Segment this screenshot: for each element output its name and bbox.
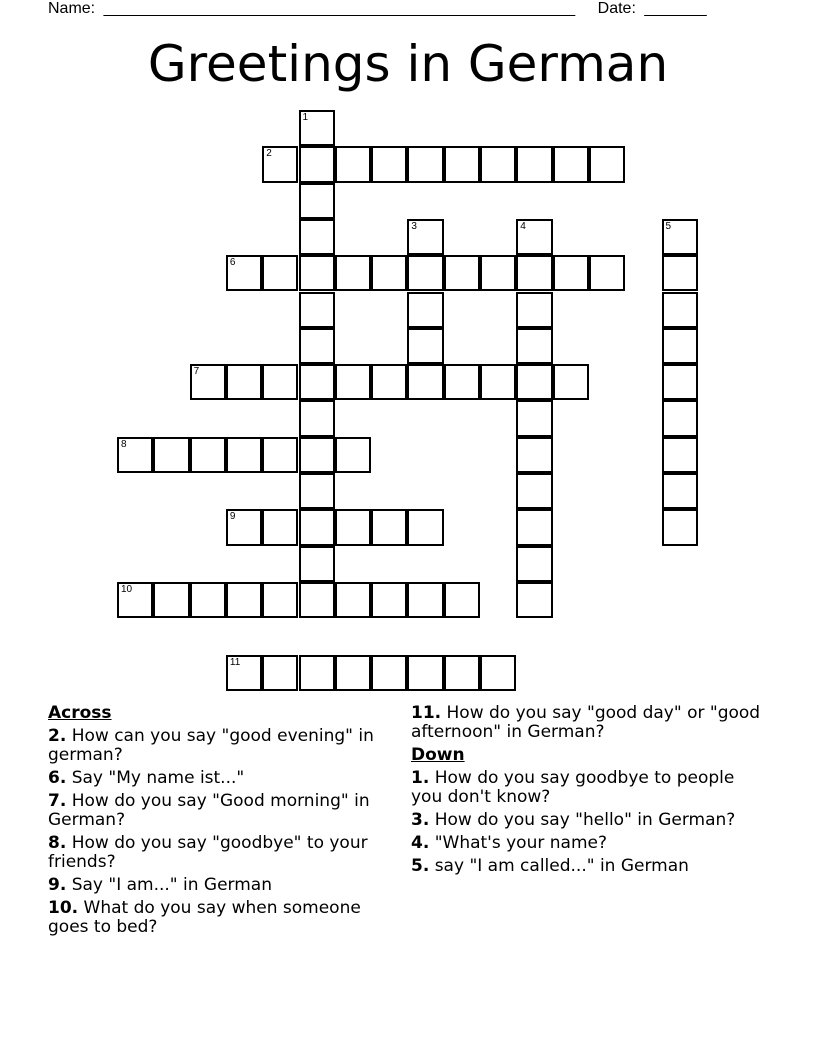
crossword-cell[interactable] — [153, 582, 189, 618]
clue-item — [48, 792, 388, 830]
down-clue-list — [411, 769, 761, 876]
clue-item — [411, 834, 761, 853]
crossword-cell[interactable] — [190, 437, 226, 473]
crossword-cell[interactable] — [662, 509, 698, 545]
crossword-cell[interactable] — [117, 437, 153, 473]
clue-number: 11 — [229, 656, 241, 668]
clue-item-text: What do you say when someone goes to bed? — [48, 898, 361, 937]
crossword-cell[interactable] — [407, 219, 443, 255]
clue-number: 10 — [121, 583, 133, 595]
crossword-cell[interactable] — [299, 364, 335, 400]
crossword-cell[interactable] — [299, 582, 335, 618]
crossword-cell[interactable] — [299, 146, 335, 182]
crossword-cell[interactable] — [371, 146, 407, 182]
crossword-cell[interactable] — [262, 582, 298, 618]
clue-item-text: "What's your name? — [429, 833, 607, 853]
crossword-cell[interactable] — [407, 655, 443, 691]
crossword-cell[interactable] — [480, 655, 516, 691]
crossword-cell[interactable] — [371, 509, 407, 545]
clue-number: 5 — [665, 220, 672, 232]
crossword-cell[interactable] — [516, 292, 552, 328]
crossword-cell[interactable] — [553, 364, 589, 400]
crossword-cell[interactable] — [407, 146, 443, 182]
crossword-cell[interactable] — [262, 437, 298, 473]
crossword-cell[interactable] — [262, 655, 298, 691]
crossword-cell[interactable] — [516, 546, 552, 582]
crossword-cell[interactable] — [516, 328, 552, 364]
clue-item — [48, 727, 388, 765]
clue-item — [411, 857, 761, 876]
clue-item-text: say "I am called..." in German — [429, 856, 689, 876]
clue-item-number: 11. — [411, 703, 442, 723]
crossword-cell[interactable] — [335, 655, 371, 691]
crossword-cell[interactable] — [662, 473, 698, 509]
crossword-cell[interactable] — [480, 146, 516, 182]
crossword-cell[interactable] — [299, 546, 335, 582]
crossword-cell[interactable] — [299, 292, 335, 328]
crossword-cell[interactable] — [299, 255, 335, 291]
crossword-cell[interactable] — [516, 364, 552, 400]
crossword-cell[interactable] — [444, 655, 480, 691]
crossword-cell[interactable] — [190, 582, 226, 618]
crossword-cell[interactable] — [444, 364, 480, 400]
crossword-cell[interactable] — [662, 437, 698, 473]
clue-item-text: Say "I am..." in German — [66, 875, 272, 895]
crossword-cell[interactable] — [299, 110, 335, 146]
clue-number: 7 — [193, 366, 200, 378]
crossword-cell[interactable] — [516, 255, 552, 291]
down-heading: Down — [411, 745, 465, 765]
crossword-cell[interactable] — [371, 364, 407, 400]
clue-number: 6 — [229, 257, 236, 269]
clue-item-text: How do you say "good day" or "good afternoon" in German? — [411, 703, 761, 742]
crossword-cell[interactable] — [444, 146, 480, 182]
across-clue-list-continued — [411, 704, 761, 742]
crossword-cell[interactable] — [299, 473, 335, 509]
clue-item-number: 1. — [411, 768, 430, 788]
clue-number: 8 — [121, 438, 127, 450]
crossword-cell[interactable] — [553, 146, 589, 182]
clue-item — [411, 811, 761, 830]
clue-item-text: How do you say goodbye to people you don't know? — [411, 768, 735, 807]
crossword-cell[interactable] — [407, 292, 443, 328]
date-field-line[interactable]: _______ — [644, 0, 707, 17]
crossword-cell[interactable] — [662, 255, 698, 291]
crossword-cell[interactable] — [407, 328, 443, 364]
clue-item — [411, 769, 761, 807]
crossword-cell[interactable] — [335, 509, 371, 545]
crossword-cell[interactable] — [589, 255, 625, 291]
crossword-cell[interactable] — [335, 582, 371, 618]
crossword-cell[interactable] — [480, 255, 516, 291]
clue-number: 1 — [302, 112, 309, 123]
crossword-cell[interactable] — [516, 582, 552, 618]
clue-item-number: 3. — [411, 810, 430, 830]
crossword-cell[interactable] — [662, 328, 698, 364]
crossword-cell[interactable] — [589, 146, 625, 182]
crossword-cell[interactable] — [299, 328, 335, 364]
name-label: Name: — [48, 0, 96, 17]
crossword-cell[interactable] — [226, 655, 262, 691]
crossword-cell[interactable] — [335, 146, 371, 182]
clue-item-number: 8. — [48, 833, 67, 853]
clue-number: 4 — [520, 220, 526, 232]
clue-item-text: How do you say "goodbye" to your friends? — [48, 833, 368, 872]
clue-item — [48, 834, 388, 872]
crossword-cell[interactable] — [117, 582, 153, 618]
crossword-cell[interactable] — [516, 219, 552, 255]
across-heading: Across — [48, 703, 112, 723]
clues-column-left — [48, 704, 388, 941]
clue-item-number: 7. — [48, 791, 67, 811]
across-clue-list — [48, 727, 388, 937]
clue-item — [48, 769, 388, 788]
crossword-cell[interactable] — [662, 219, 698, 255]
crossword-cell[interactable] — [226, 364, 262, 400]
clues-column-right — [411, 704, 761, 880]
crossword-cell[interactable] — [262, 146, 298, 182]
crossword-cell[interactable] — [444, 582, 480, 618]
clue-number: 9 — [229, 511, 236, 523]
clue-item — [48, 876, 388, 895]
crossword-cell[interactable] — [516, 400, 552, 436]
crossword-cell[interactable] — [516, 437, 552, 473]
clue-item-number: 10. — [48, 898, 79, 918]
clue-number: 2 — [266, 148, 272, 160]
crossword-cell[interactable] — [335, 255, 371, 291]
crossword-cell[interactable] — [226, 255, 262, 291]
name-field-line[interactable]: _____________________________________________________ — [103, 0, 576, 17]
page-title: Greetings in German — [147, 35, 669, 93]
crossword-cell[interactable] — [153, 437, 189, 473]
crossword-cell[interactable] — [299, 655, 335, 691]
clue-item-text: How do you say "Good morning" in German? — [48, 791, 370, 830]
clue-item-number: 6. — [48, 768, 67, 788]
crossword-cell[interactable] — [407, 582, 443, 618]
crossword-cell[interactable] — [480, 364, 516, 400]
clue-item-text: How do you say "hello" in German? — [429, 810, 736, 830]
crossword-cell[interactable] — [371, 655, 407, 691]
crossword-cell[interactable] — [299, 509, 335, 545]
crossword-cell[interactable] — [407, 364, 443, 400]
crossword-cell[interactable] — [407, 255, 443, 291]
crossword-cell[interactable] — [299, 183, 335, 219]
date-label: Date: — [597, 0, 636, 17]
clue-item-number: 9. — [48, 875, 67, 895]
crossword-cell[interactable] — [226, 582, 262, 618]
crossword-cell[interactable] — [262, 255, 298, 291]
crossword-cell[interactable] — [299, 400, 335, 436]
crossword-cell[interactable] — [553, 255, 589, 291]
crossword-cell[interactable] — [407, 509, 443, 545]
clue-item — [48, 899, 388, 937]
clue-item-text: Say "My name ist..." — [66, 768, 245, 788]
crossword-cell[interactable] — [516, 473, 552, 509]
crossword-cell[interactable] — [662, 400, 698, 436]
clue-number: 3 — [411, 220, 417, 232]
crossword-cell[interactable] — [335, 364, 371, 400]
crossword-cell[interactable] — [299, 437, 335, 473]
crossword-cell[interactable] — [371, 255, 407, 291]
clue-item-number: 4. — [411, 833, 430, 853]
crossword-cell[interactable] — [262, 364, 298, 400]
crossword-cell[interactable] — [371, 582, 407, 618]
clue-item — [411, 704, 761, 742]
crossword-cell[interactable] — [226, 509, 262, 545]
clue-item-text: How can you say "good evening" in german? — [48, 726, 374, 765]
crossword-cell[interactable] — [516, 509, 552, 545]
crossword-cell[interactable] — [335, 437, 371, 473]
crossword-cell[interactable] — [262, 509, 298, 545]
crossword-cell[interactable] — [226, 437, 262, 473]
crossword-cell[interactable] — [190, 364, 226, 400]
clue-item-number: 2. — [48, 726, 67, 746]
crossword-cell[interactable] — [444, 255, 480, 291]
crossword-cell[interactable] — [299, 219, 335, 255]
crossword-cell[interactable] — [516, 146, 552, 182]
crossword-cell[interactable] — [662, 364, 698, 400]
clue-item-number: 5. — [411, 856, 430, 876]
crossword-cell[interactable] — [662, 292, 698, 328]
